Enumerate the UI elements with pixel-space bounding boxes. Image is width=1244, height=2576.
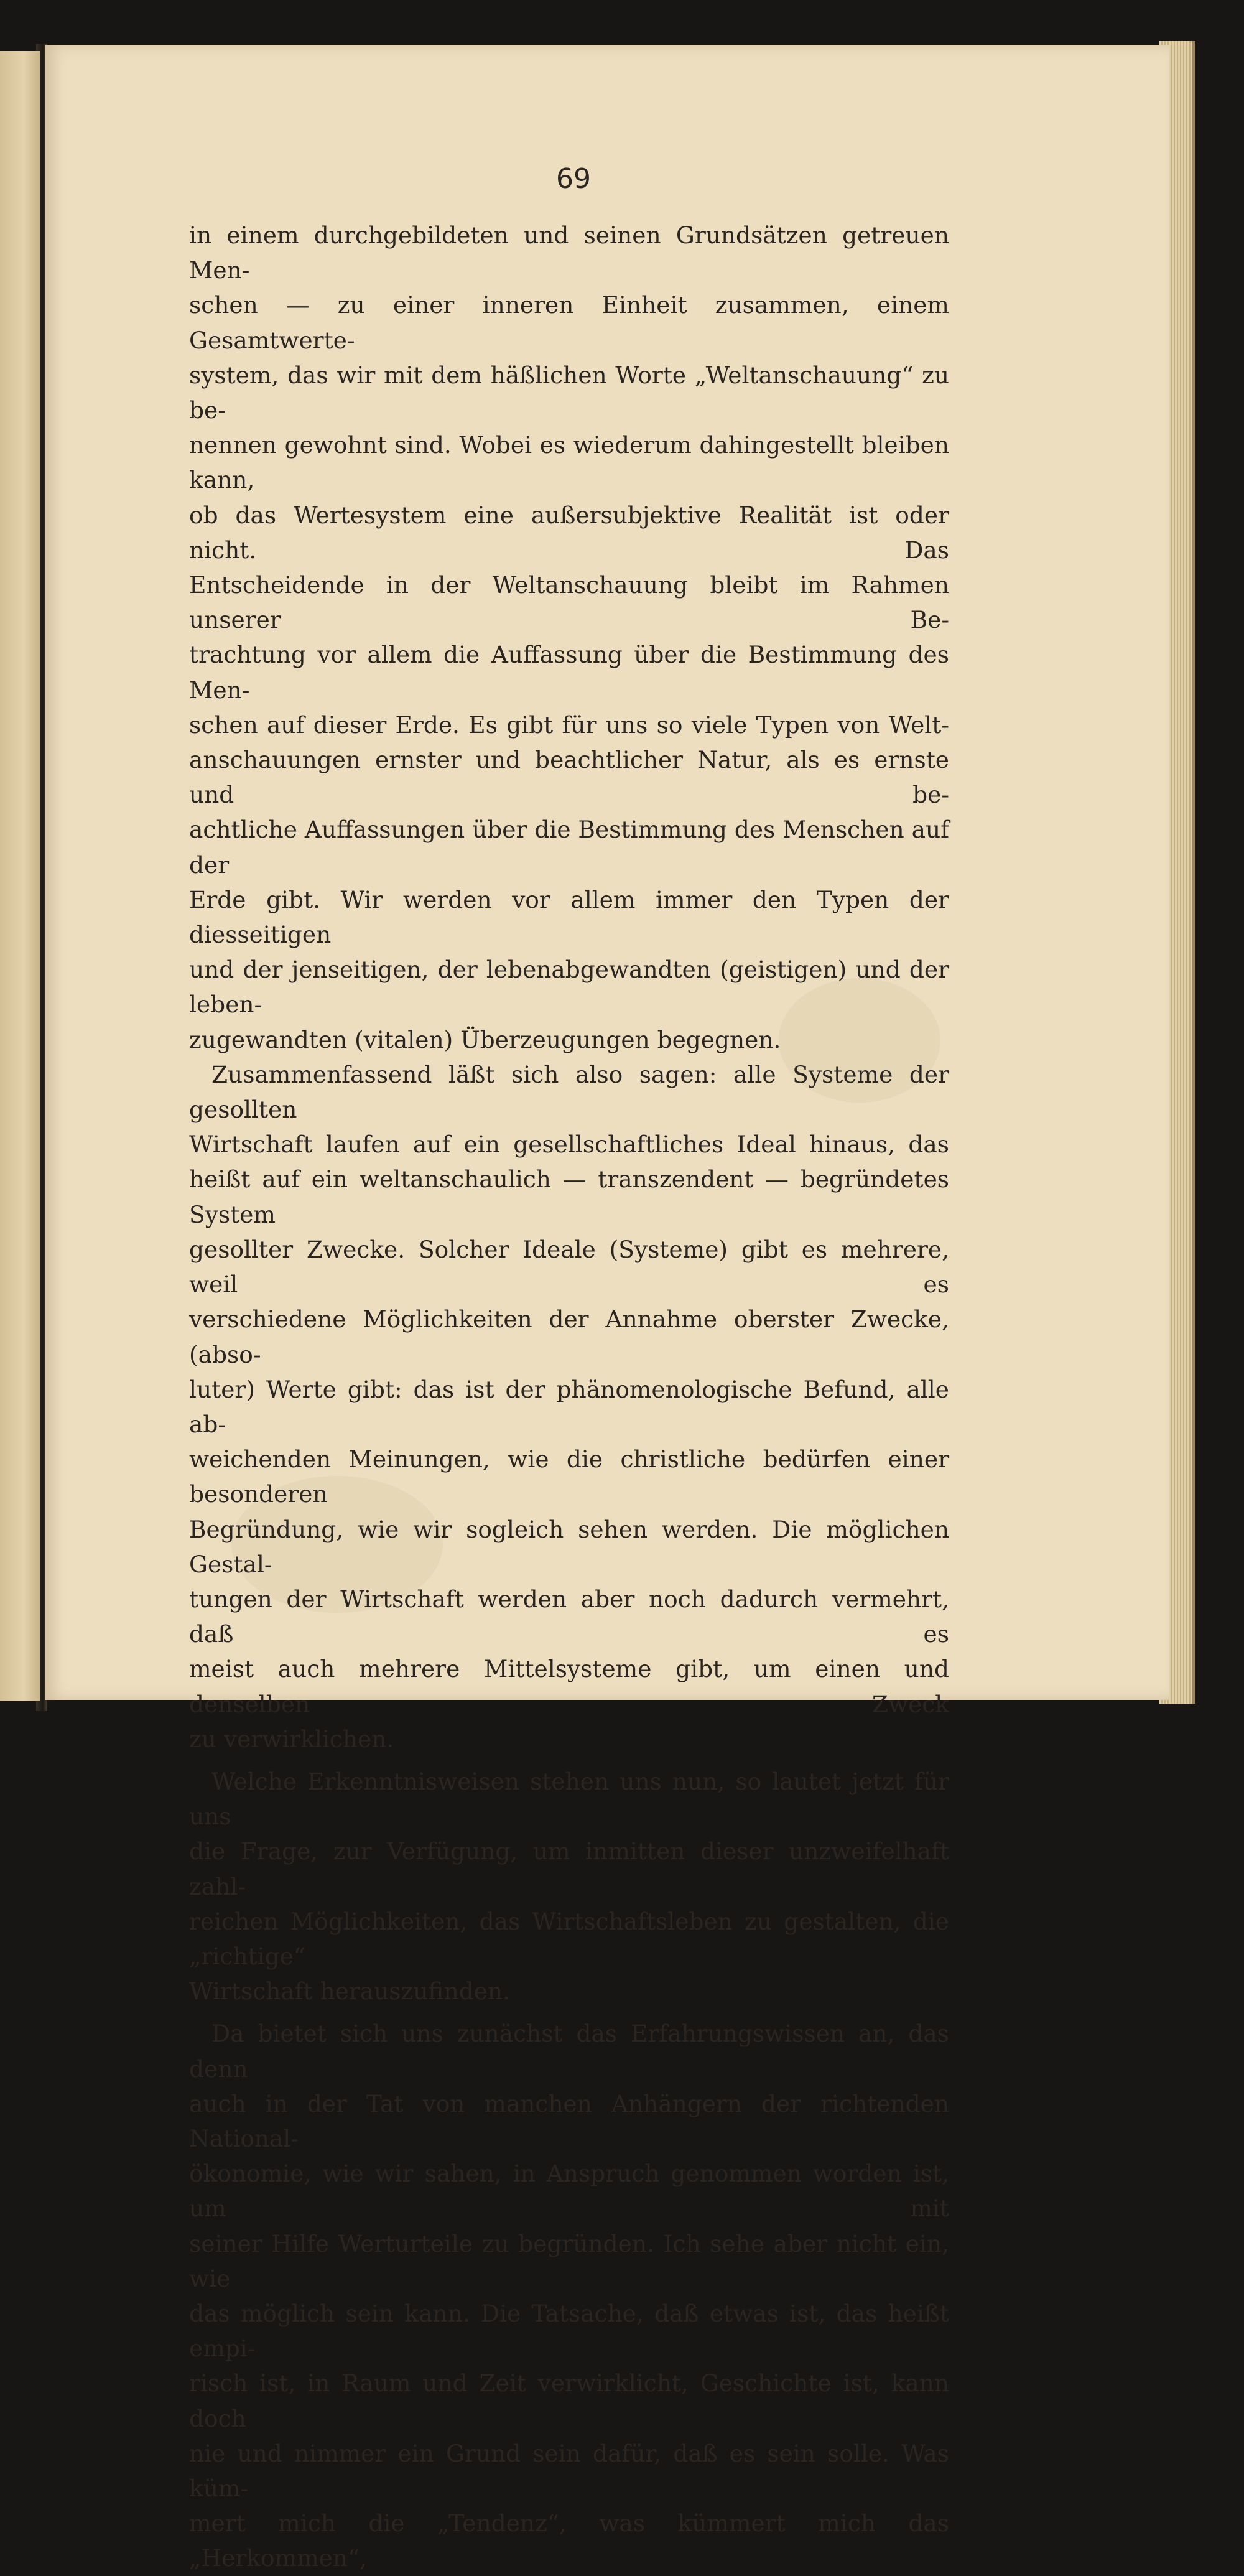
text-line: zu verwirklichen. [189,1725,394,1753]
text-line: und der jenseitigen, der lebenabgewandten (geistigen) und der leben- [189,956,949,1019]
text-line: Entscheidende in der Weltanschauung bleibt im Rahmen unserer Be- [189,571,949,634]
book-page [45,45,1169,2572]
text-line: trachtung vor allem die Auffassung über die Bestimmung des Men- [189,641,949,704]
text-line: Da bietet sich uns zunächst das Erfahrungswissen an, das denn [189,2020,949,2083]
text-line: ökonomie, wie wir sahen, in Anspruch genommen worden ist, um mit [189,2160,949,2223]
text-line: system, das wir mit dem häßlichen Worte „Weltanschauung“ zu be- [189,361,949,424]
text-line: gesollter Zwecke. Solcher Ideale (Systeme) gibt es mehrere, weil es [189,1235,949,1299]
text-line: Wirtschaft herauszufinden. [189,1977,510,2005]
text-line: luter) Werte gibt: das ist der phänomenologische Befund, alle ab- [189,1375,949,1438]
text-line: schen — zu einer inneren Einheit zusammen, einem Gesamtwerte- [189,291,949,354]
text-line: nennen gewohnt sind. Wobei es wiederum dahingestellt bleiben kann, [189,431,949,494]
text-line: in einem durchgebildeten und seinen Grundsätzen getreuen Men- [189,222,949,284]
text-line: meist auch mehrere Mittelsysteme gibt, um einen und denselben Zweck [189,1655,949,1718]
text-line: mert mich die „Tendenz“, was kümmert mich das „Herkommen“, [189,2509,949,2572]
text-line: zugewandten (vitalen) Überzeugungen begegnen. [189,1025,781,1053]
text-line: nie und nimmer ein Grund sein dafür, daß es sein solle. Was küm- [189,2439,949,2502]
text-line: ob das Wertesystem eine außersubjektive Realität ist oder nicht. Das [189,501,949,564]
text-line: achtliche Auffassungen über die Bestimmung des Menschen auf der [189,816,949,879]
text-line: verschiedene Möglichkeiten der Annahme oberster Zwecke, (abso- [189,1305,949,1368]
text-line: risch ist, in Raum und Zeit verwirklicht, Geschichte ist, kann doch [189,2369,949,2432]
text-line: anschauungen ernster und beachtlicher Natur, als es ernste und be- [189,746,949,809]
text-line: tungen der Wirtschaft werden aber noch dadurch vermehrt, daß es [189,1585,949,1648]
body-text [189,218,949,2576]
text-line: reichen Möglichkeiten, das Wirtschaftsleben zu gestalten, die „richtige“ [189,1907,949,1970]
page-number: 69 [556,163,591,195]
text-line: die Frage, zur Verfügung, um inmitten dieser unzweifelhaft zahl- [189,1837,949,1900]
text-line: Erde gibt. Wir werden vor allem immer den Typen der diesseitigen [189,885,949,949]
text-line: Welche Erkenntnisweisen stehen uns nun, so lautet jetzt für uns [189,1767,949,1831]
text-line: seiner Hilfe Werturteile zu begründen. Ich sehe aber nicht ein, wie [189,2229,949,2292]
text-line: Zusammenfassend läßt sich also sagen: alle Systeme der gesollten [189,1060,949,1124]
text-line: das möglich sein kann. Die Tatsache, daß etwas ist, das heißt empi- [189,2299,949,2363]
text-line: schen auf dieser Erde. Es gibt für uns so viele Typen von Welt- [189,711,949,739]
facing-page-edge [0,51,40,1701]
text-line: Begründung, wie wir sogleich sehen werden. Die möglichen Gestal- [189,1515,949,1578]
text-line: auch in der Tat von manchen Anhängern der richtenden National- [189,2089,949,2152]
text-line: Wirtschaft laufen auf ein gesellschaftliches Ideal hinaus, das [189,1131,949,1159]
text-line: heißt auf ein weltanschaulich — transzendent — begründetes System [189,1165,949,1228]
text-line: weichenden Meinungen, wie die christliche bedürfen einer besonderen [189,1445,949,1508]
